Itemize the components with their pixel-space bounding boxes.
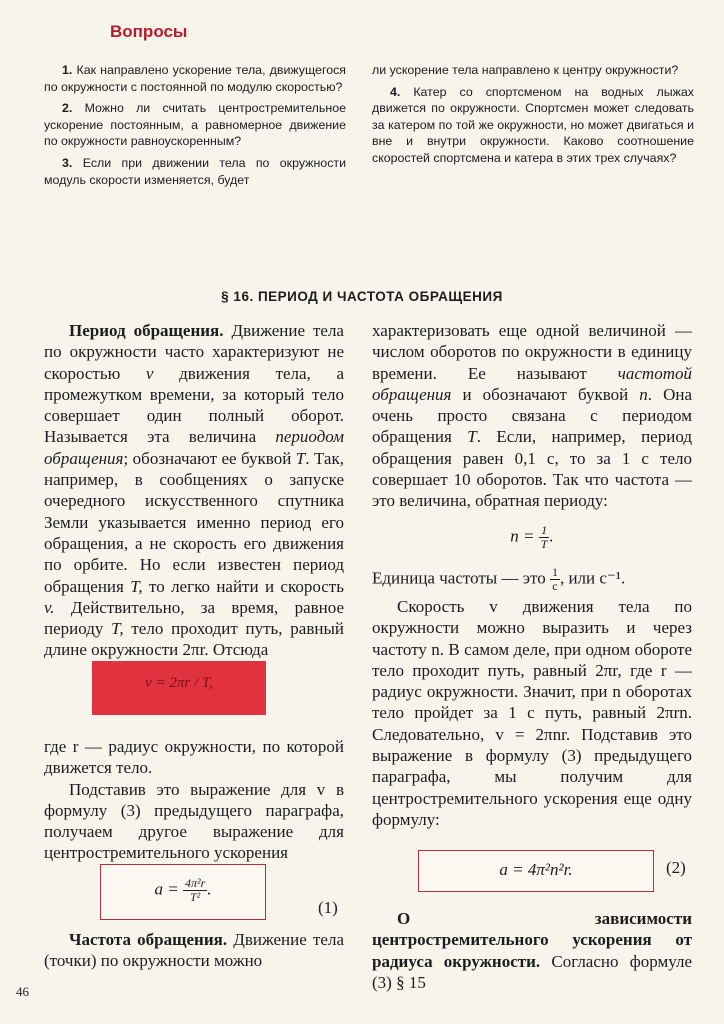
formula-1-box [100,864,266,920]
question-4 [372,84,694,167]
text-run: то легко найти и скорость [142,576,344,596]
question-1 [44,62,346,95]
question-text: Если при движении тела по окружности модуль скорости изменяется, будет [44,155,346,187]
formula-2-box [418,850,654,892]
numerator: 4π²r [184,876,206,890]
paragraph-period [44,320,344,661]
text-run: Движение тела (точки) по окружности можно [44,930,344,971]
question-text: Можно ли считать центростремительное ускорение постоянным, а равномерное движение по окружности равноускоренным? [44,101,346,149]
question-text: Как направлено ускорение тела, движущегося по окружности с постоянной по модулю скоростью? [44,63,346,94]
fraction [539,524,550,551]
right-column-bottom [372,908,692,993]
formula-2: a = 4π²n²r. [499,860,573,879]
formula-lhs: a = [154,879,179,899]
equation-number-2: (2) [666,858,686,877]
text-run: . Так, например, в сообщениях о запуске очередного искусственного спутника Земли указывается именно период его обращения, а не скорость его движения по орбите. Но если известен период обращения [44,448,344,596]
paragraph-frequency-cont [372,320,692,512]
text-run: характеризовать еще одной величиной — числом оборотов по окружности в единицу времени. Ее называют [372,321,692,383]
question-number: 1. [62,63,73,77]
text-run: и обозначают буквой [451,384,640,404]
paragraph-radius-dependence [372,908,692,993]
text-run: движения тела, а промежутком времени, за который тело совершает один полный оборот. Называется эта величина [44,363,344,447]
left-column-bottom [44,929,344,972]
unit-fraction [550,566,560,593]
text-run: Согласно формуле (3) § 15 [372,951,692,992]
numerator: 1 [551,565,558,579]
formula-v-box [92,661,266,715]
question-number: 2. [62,101,73,116]
formula-lhs: n = [510,526,535,546]
question-text: Катер со спортсменом на водных лыжах движется по окружности. Спортсмен может следовать за катером по той же окружности, но может двигаться и вне и внутри окружности. Каково соотношение скоростей спортсмена и катера в этих трех случаях? [372,84,694,165]
formula-1 [101,877,265,904]
fraction [183,877,207,904]
formula-n [372,524,692,551]
question-2 [44,100,346,150]
term-frequency: частотой обращения [372,363,692,404]
symbol-v: v [145,363,154,383]
denominator: T² [189,890,201,904]
text-run: , или с⁻¹. [559,568,626,588]
right-column-middle [372,596,692,830]
paragraph-heading: Частота обращения. [69,930,228,949]
paragraph-velocity: Скорость v движения тела по окружности можно выразить и через частоту n. В самом деле, при одном обороте тело проходит путь, равный 2πr, где r — радиус окружности. Значит, при n оборотах тело пройдет за 1 с путь, равный 2πrn. Следовательно, v = 2πnr. Подставив это выражение в формулу (3) предыдущего параграфа, мы получим для центростремительного ускорения еще одну формулу: [372,597,692,829]
text-run: Единица частоты — это [372,568,550,588]
paragraph-substitution: Подставив это выражение для v в формулу (3) предыдущего параграфа, получаем другое выражение для центростремительного ускорения [44,779,344,863]
text-run: ; обозначают ее буквой [123,448,296,468]
questions-left-column [44,62,346,193]
paragraph-heading: О зависимости центростремительного ускорения от радиуса окружности. [372,909,692,971]
formula-dot: . [549,526,554,546]
page-number: 46 [16,984,29,999]
question-3-continuation: ли ускорение тела направлено к центру окружности? [372,63,679,77]
left-column [44,320,344,661]
formula-v: v = 2πr / T, [145,675,213,691]
unit-line [372,566,692,593]
equation-number-1: (1) [318,898,338,917]
symbol-n: n [639,384,648,404]
text-run: тело проходит путь, равный длине окружности 2πr. Отсюда [44,619,344,660]
denominator: T [540,537,548,551]
text-run: Действительно, за время, равное периоду [44,597,344,639]
question-3 [44,155,346,188]
questions-right-column [372,62,694,172]
symbol-T: T [295,448,306,468]
paragraph-radius: где r — радиус окружности, по которой движется тело. [44,737,344,778]
left-column-lower [44,736,344,864]
denominator: с [552,579,558,593]
paragraph-frequency [44,929,344,972]
text-run: . Она очень просто связана с периодом обращения [372,384,692,447]
symbol-v: v. [44,597,55,617]
numerator: 1 [539,524,550,538]
section-title: § 16. ПЕРИОД И ЧАСТОТА ОБРАЩЕНИЯ [221,289,503,304]
symbol-T: T, [111,619,124,639]
symbol-T: T [467,427,477,447]
paragraph-heading: Период обращения. [69,321,224,340]
question-number: 4. [390,84,401,99]
text-run: . Если, например, период обращения равен 0,1 с, то за 1 с тело совершает 10 оборотов. Так что частота — это величина, обратная периоду: [372,427,692,511]
formula-dot: . [207,879,212,899]
question-number: 3. [62,155,73,170]
term-period: периодом обращения [44,427,344,468]
symbol-T: T, [130,576,143,596]
text-run: Движение тела по окружности часто характеризуют не скоростью [44,321,344,383]
right-column [372,320,692,512]
questions-title: Вопросы [110,22,188,41]
